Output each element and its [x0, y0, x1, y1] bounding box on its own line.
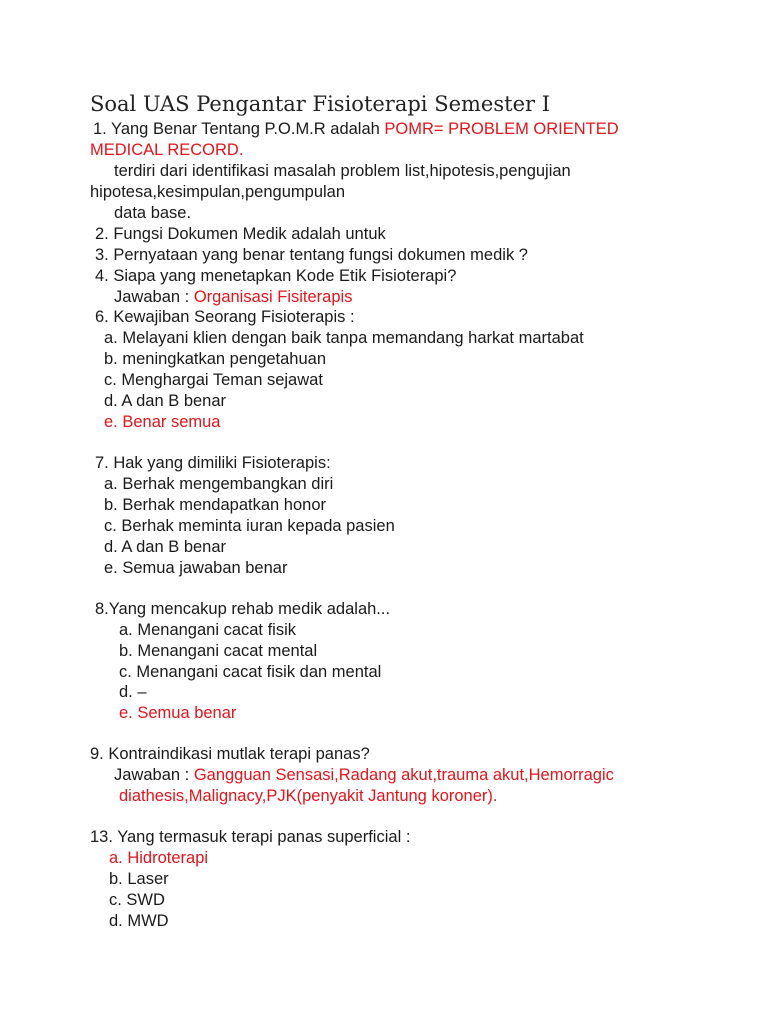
option-item: a. Melayani klien dengan baik tanpa memandang harkat martabat: [104, 329, 584, 347]
option-item: d. A dan B benar: [104, 392, 227, 410]
page-title: Soal UAS Pengantar Fisioterapi Semester I: [90, 92, 551, 116]
answer-text: Organisasi Fisiterapis: [193, 288, 353, 306]
question-9: 9. Kontraindikasi mutlak terapi panas?: [90, 745, 370, 763]
option-item: b. meningkatkan pengetahuan: [104, 350, 327, 368]
question-1-text: 1. Yang Benar Tentang P.O.M.R adalah: [93, 120, 385, 138]
option-item: d. MWD: [109, 912, 169, 930]
answer-label: Jawaban :: [114, 288, 194, 306]
option-item-correct: e. Benar semua: [104, 413, 221, 431]
question-1-description: data base.: [114, 204, 192, 222]
option-item: a. Berhak mengembangkan diri: [104, 475, 334, 493]
option-item: e. Semua jawaban benar: [104, 559, 288, 577]
question-9-answer-continued: diathesis,Malignacy,PJK(penyakit Jantung koroner).: [119, 787, 498, 805]
question-9-answer: [114, 765, 614, 785]
option-item: c. Menghargai Teman sejawat: [104, 371, 323, 389]
question-1-answer-continued: MEDICAL RECORD.: [90, 141, 244, 159]
question-7: 7. Hak yang dimiliki Fisioterapis:: [95, 454, 331, 472]
question-1-description: terdiri dari identifikasi masalah problem list,hipotesis,pengujian: [114, 162, 571, 180]
option-item: d. –: [119, 683, 147, 701]
question-4: 4. Siapa yang menetapkan Kode Etik Fisioterapi?: [95, 267, 457, 285]
option-item: c. Berhak meminta iuran kepada pasien: [104, 517, 395, 535]
question-8: 8.Yang mencakup rehab medik adalah...: [95, 600, 391, 618]
question-2: 2. Fungsi Dokumen Medik adalah untuk: [95, 225, 386, 243]
option-item: c. SWD: [109, 891, 165, 909]
option-item: c. Menangani cacat fisik dan mental: [119, 663, 382, 681]
option-item: a. Menangani cacat fisik: [119, 621, 297, 639]
option-item: b. Laser: [109, 870, 169, 888]
option-item: b. Menangani cacat mental: [119, 642, 318, 660]
question-13: 13. Yang termasuk terapi panas superficial :: [90, 828, 411, 846]
answer-label: Jawaban :: [114, 766, 194, 784]
question-4-answer: [114, 287, 352, 307]
option-item: b. Berhak mendapatkan honor: [104, 496, 326, 514]
option-item: d. A dan B benar: [104, 538, 227, 556]
question-1: [93, 119, 619, 139]
question-1-answer: POMR= PROBLEM ORIENTED: [384, 120, 619, 138]
option-item-correct: a. Hidroterapi: [109, 849, 209, 867]
option-item-correct: e. Semua benar: [119, 704, 237, 722]
question-1-description: hipotesa,kesimpulan,pengumpulan: [90, 183, 346, 201]
question-6: 6. Kewajiban Seorang Fisioterapis :: [95, 308, 355, 326]
question-3: 3. Pernyataan yang benar tentang fungsi dokumen medik ?: [95, 246, 528, 264]
answer-text: Gangguan Sensasi,Radang akut,trauma akut,Hemorragic: [193, 766, 614, 784]
